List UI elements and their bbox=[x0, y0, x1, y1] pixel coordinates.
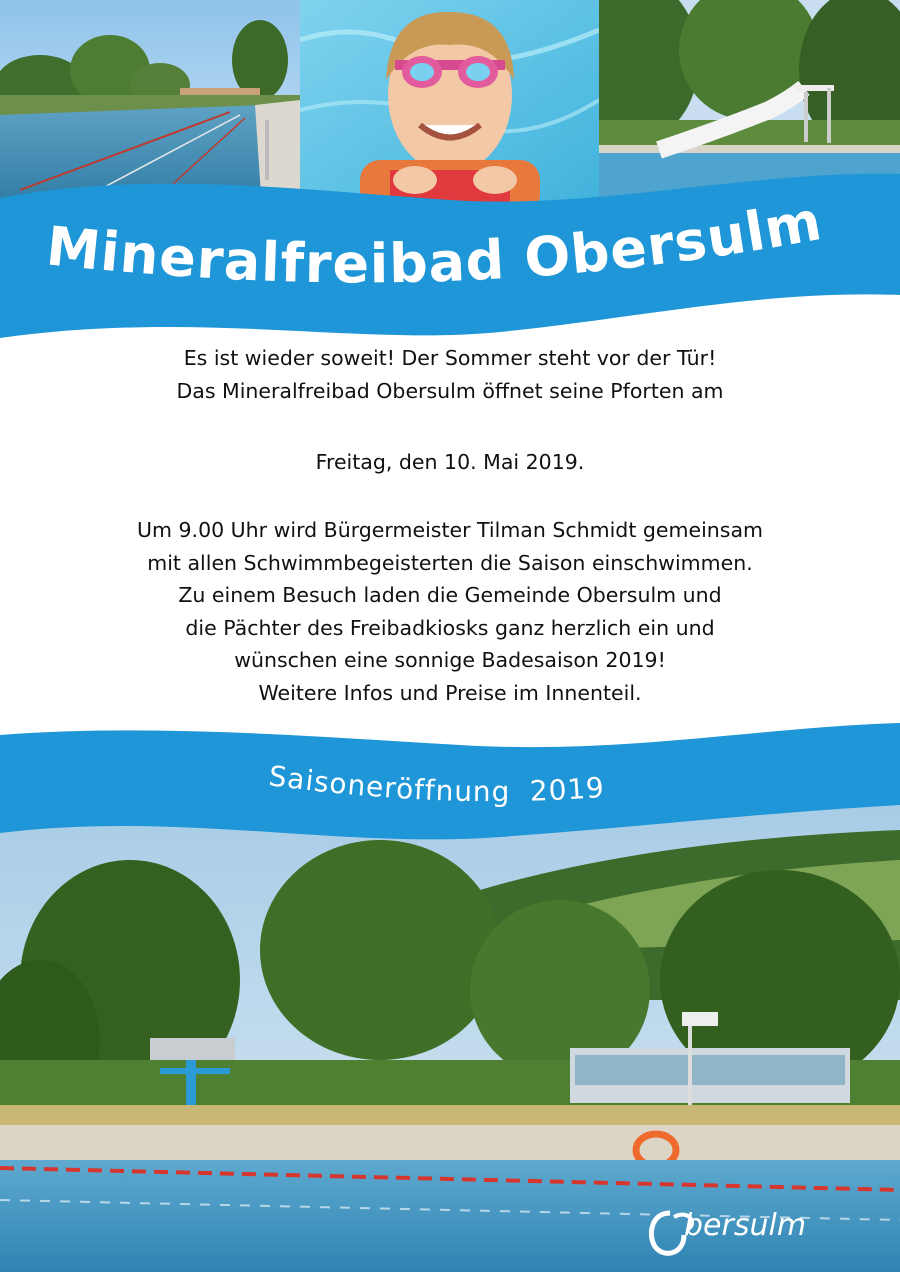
season-opening-subtitle bbox=[0, 745, 900, 835]
date-line: Freitag, den 10. Mai 2019. bbox=[315, 450, 585, 474]
svg-text:Saisoneröffnung 2019 bbox=[0, 745, 715, 808]
logo-wordmark: bersulm bbox=[684, 1208, 807, 1243]
flyer-title bbox=[0, 176, 900, 336]
detail-line-4: die Pächter des Freibadkiosks ganz herzlich ein und bbox=[185, 615, 715, 640]
detail-line-1: Um 9.00 Uhr wird Bürgermeister Tilman Schmidt gemeinsam bbox=[137, 518, 763, 542]
opening-date bbox=[40, 446, 860, 479]
svg-text:Mineralfreibad Obersulm bbox=[44, 189, 827, 295]
intro-line-2: Das Mineralfreibad Obersulm öffnet seine Pforten am bbox=[176, 378, 724, 403]
detail-line-2: mit allen Schwimmbegeisterten die Saison einschwimmen. bbox=[147, 550, 753, 575]
details-paragraph bbox=[40, 514, 860, 710]
detail-line-5: wünschen eine sonnige Badesaison 2019! bbox=[234, 648, 666, 673]
outdoor-pool-photo bbox=[0, 800, 900, 1272]
intro-line-1: Es ist wieder soweit! Der Sommer steht vor der Tür! bbox=[183, 346, 717, 370]
title-text: Mineralfreibad Obersulm bbox=[43, 188, 827, 296]
intro-paragraph bbox=[40, 342, 860, 407]
detail-line-3: Zu einem Besuch laden die Gemeinde Obersulm und bbox=[178, 583, 722, 608]
detail-line-6: Weitere Infos und Preise im Innenteil. bbox=[258, 680, 642, 705]
subtitle-text: Saisoneröffnung 2019 bbox=[266, 759, 606, 809]
logo-o-swirl bbox=[651, 1213, 684, 1253]
